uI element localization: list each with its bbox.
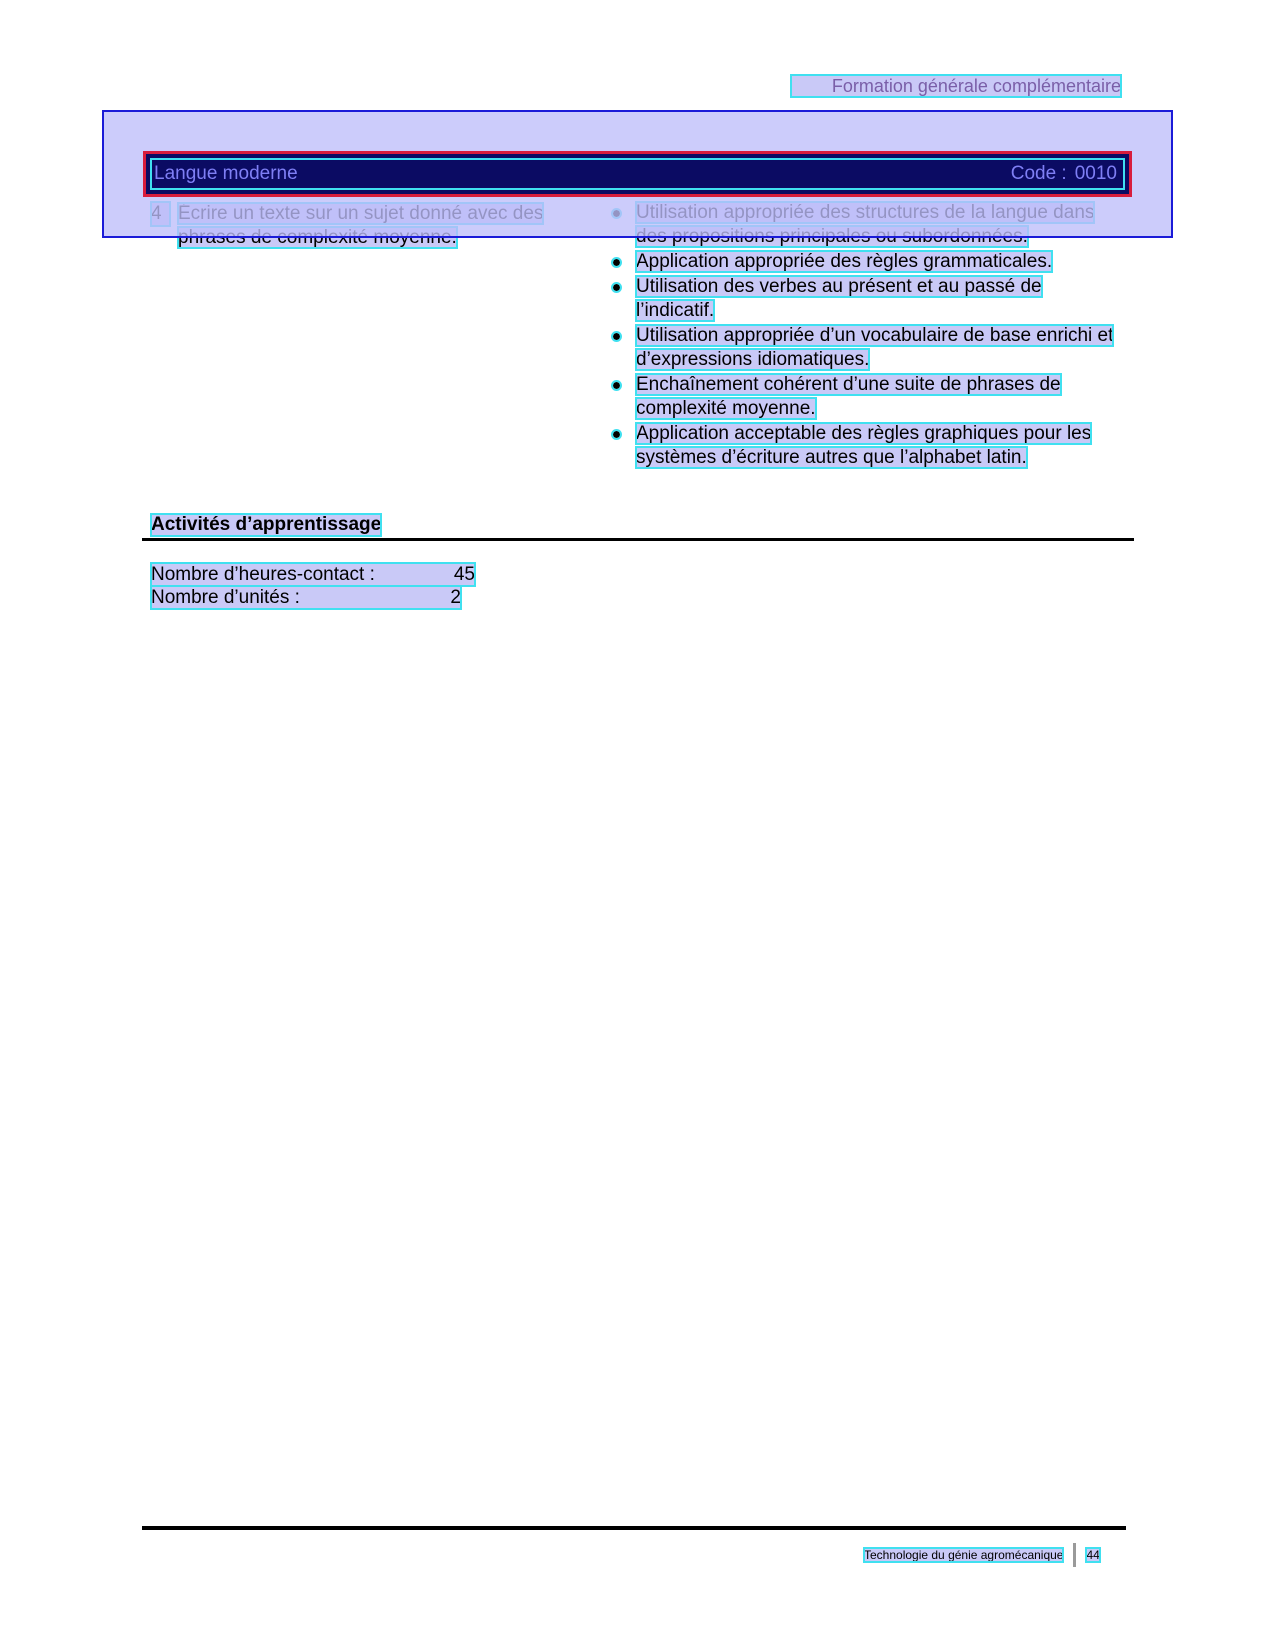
course-stats: [151, 563, 475, 609]
page-footer: [864, 1543, 1100, 1567]
bullet-icon: [613, 431, 620, 438]
course-title-bar: [143, 151, 1132, 197]
course-code: [1011, 163, 1117, 185]
hours-label: Nombre d’heures-contact :: [151, 564, 375, 585]
units-value: 2: [450, 587, 461, 608]
page-number: 44: [1086, 1548, 1100, 1562]
section-divider: [142, 538, 1134, 541]
course-code-value: 0010: [1074, 163, 1117, 184]
criteria-text: Application acceptable des règles graphiques pour les systèmes d’écriture autres que l’alphabet latin.: [636, 423, 1092, 468]
hours-value: 45: [453, 564, 475, 585]
footer-separator: [1073, 1543, 1076, 1567]
criteria-item: [613, 324, 1123, 372]
criteria-text: Utilisation des verbes au présent et au passé de l’indicatif.: [636, 276, 1042, 321]
units-label: Nombre d’unités :: [151, 587, 300, 608]
criteria-list: [613, 201, 1123, 471]
course-title: Langue moderne: [154, 163, 298, 184]
bullet-icon: [613, 284, 620, 291]
footer-program: Technologie du génie agromécanique: [864, 1548, 1064, 1562]
criteria-item: [613, 422, 1123, 470]
footer-divider: [142, 1526, 1126, 1530]
criteria-text: Application appropriée des règles grammaticales.: [636, 251, 1053, 272]
bullet-icon: [613, 333, 620, 340]
criteria-item: [613, 373, 1123, 421]
criteria-text: Enchaînement cohérent d’une suite de phrases de complexité moyenne.: [636, 374, 1061, 419]
bullet-icon: [613, 259, 620, 266]
running-header: Formation générale complémentaire: [791, 75, 1121, 97]
course-code-label: Code :: [1010, 163, 1067, 184]
units-row: [151, 586, 461, 609]
criteria-item: [613, 275, 1123, 323]
criteria-text: Utilisation appropriée d’un vocabulaire de base enrichi et d’expressions idiomatiques.: [636, 325, 1114, 370]
bullet-icon: [613, 382, 620, 389]
hours-row: [151, 563, 475, 586]
activities-heading: Activités d’apprentissage: [151, 514, 382, 535]
criteria-item: [613, 250, 1123, 274]
